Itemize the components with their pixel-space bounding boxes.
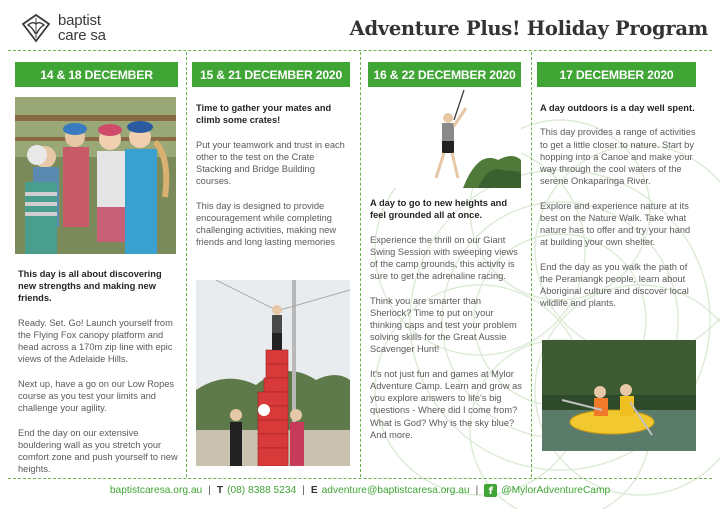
column-3: [368, 62, 521, 87]
column-2-paragraph: This day is designed to provide encouragement while completing challenging activities, making new friends and long lasting memories: [196, 200, 337, 248]
facebook-icon[interactable]: f: [484, 484, 497, 497]
email-link[interactable]: adventure@baptistcaresa.org.au: [321, 485, 470, 496]
column-2-intro: Time to gather your mates and climb some crates!: [196, 103, 332, 126]
date-badge: 16 & 22 DECEMBER 2020: [368, 62, 521, 87]
column-1-paragraph: End the day on our extensive bouldering wall as you stretch your comfort zone and push yourself to new heights.: [18, 427, 178, 475]
email-label: E: [310, 485, 318, 496]
column-divider-2: [360, 52, 361, 477]
column-2: [192, 62, 350, 87]
column-3-text: [370, 197, 525, 441]
column-divider-1: [186, 52, 187, 477]
brand-name-line2: care sa: [58, 27, 106, 44]
children-helmets-group-photo: [15, 97, 176, 254]
column-3-intro: A day to go to new heights and feel grounded all at once.: [370, 198, 508, 221]
crate-stacking-photo: [196, 280, 350, 466]
canoe-river-photo: [542, 340, 696, 451]
brand-name-line1: baptist: [58, 12, 101, 29]
footer-separator: |: [208, 485, 211, 496]
facebook-link[interactable]: @MylorAdventureCamp: [501, 485, 611, 496]
phone-label: T: [216, 485, 224, 496]
giant-swing-photo: [368, 90, 521, 188]
column-2-text: [196, 102, 352, 248]
top-dashed-divider: [8, 50, 712, 51]
column-2-paragraph: Put your teamwork and trust in each other to the test on the Crate Stacking and Bridge Building courses.: [196, 139, 345, 187]
website-link[interactable]: baptistcaresa.org.au: [109, 485, 203, 496]
column-4: [537, 62, 696, 87]
column-1-paragraph: Ready. Set. Go! Launch yourself from the Flying Fox canopy platform and head across a 170m zip line with epic views of the Adelaide Hills.: [18, 317, 173, 365]
column-1-intro: This day is all about discovering new strengths and making new friends.: [18, 269, 162, 304]
column-divider-3: [531, 52, 532, 477]
dove-cross-icon: [20, 12, 52, 44]
date-badge: 15 & 21 DECEMBER 2020: [192, 62, 350, 87]
phone-link[interactable]: (08) 8388 5234: [227, 485, 297, 496]
column-1: [15, 62, 178, 87]
page-title: Adventure Plus! Holiday Program: [349, 17, 708, 40]
footer-separator: |: [302, 485, 305, 496]
brand-logo: [20, 12, 106, 44]
column-4-text: [540, 102, 698, 309]
date-badge: 17 DECEMBER 2020: [537, 62, 696, 87]
column-3-paragraph: Experience the thrill on our Giant Swing Session with sweeping views of the camp grounds, this activity is sure to get the adrenaline racing.: [370, 234, 518, 282]
column-1-paragraph: Next up, have a go on our Low Ropes course as you test your limits and challenge your agility.: [18, 378, 175, 414]
column-1-text: [18, 268, 178, 475]
column-4-paragraph: This day provides a range of activities to get a little closer to nature. Start by hopping into a Canoe and make your way through the cool waters of the serene Onkaparinga River.: [540, 127, 696, 187]
bottom-dashed-divider: [8, 478, 712, 479]
footer-contact-bar: [0, 484, 720, 497]
brand-name: [58, 13, 106, 43]
column-4-paragraph: End the day as you walk the path of the Peramangk people, learn about Aboriginal culture and discover local wildlife and plants.: [540, 261, 689, 309]
column-4-paragraph: Explore and experience nature at its best on the Nature Walk. Take what nature has to offer and try your hand at building your own shelter.: [540, 200, 691, 248]
column-3-paragraph: Think you are smarter than Sherlock? Time to put on your thinking caps and test your problem solving skills for the Great Aussie Scavenger Hunt!: [370, 295, 517, 355]
column-3-paragraph: It's not just fun and games at Mylor Adventure Camp. Learn and grow as you explore answers to life's big questions - Where did I come from? What is God? Why is the sky blue? And more.: [370, 368, 522, 440]
date-badge: 14 & 18 DECEMBER: [15, 62, 178, 87]
column-4-intro: A day outdoors is a day well spent.: [540, 103, 695, 113]
footer-separator: |: [475, 485, 479, 496]
